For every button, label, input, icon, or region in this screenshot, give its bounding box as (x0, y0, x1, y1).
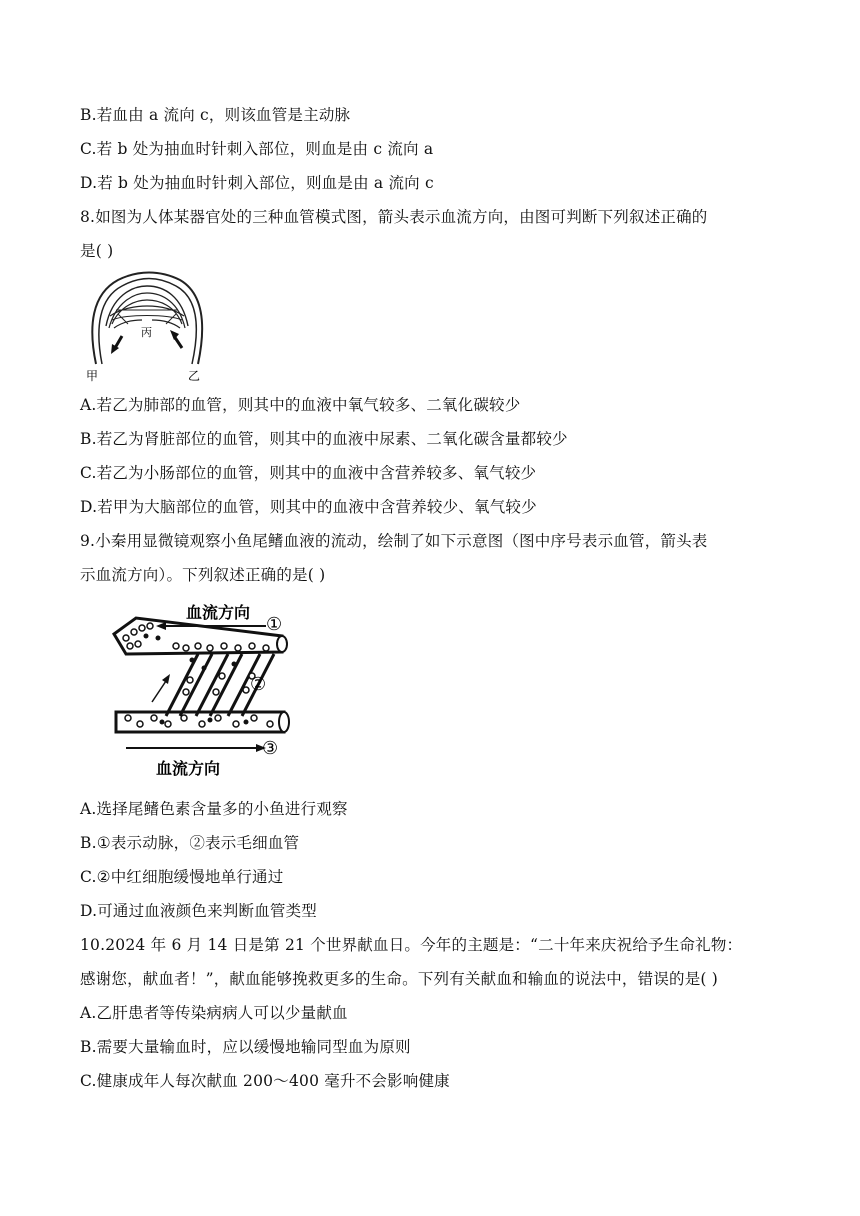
q9-label-flow-top: 血流方向 (186, 603, 251, 622)
q9-label-3: ③ (262, 738, 279, 759)
q9-option-b: B.①表示动脉，②表示毛细血管 (80, 834, 300, 852)
q8-blood-vessel-figure (82, 266, 212, 384)
q9-label-1: ① (266, 614, 283, 635)
q8-label-bing: 丙 (141, 326, 152, 339)
q10-option-b: B.需要大量输血时，应以缓慢地输同型血为原则 (80, 1038, 411, 1056)
q8-stem-line2: 是( ) (80, 242, 114, 260)
q9-option-a: A.选择尾鳍色素含量多的小鱼进行观察 (80, 800, 348, 818)
q8-option-b: B.若乙为肾脏部位的血管，则其中的血液中尿素、二氧化碳含量都较少 (80, 430, 568, 448)
q7-option-c: C.若 b 处为抽血时针刺入部位，则血是由 c 流向 a (80, 140, 434, 158)
q8-option-d: D.若甲为大脑部位的血管，则其中的血液中含营养较少、氧气较少 (80, 498, 537, 516)
q10-option-c: C.健康成年人每次献血 200～400 毫升不会影响健康 (80, 1072, 450, 1090)
q9-fish-tail-blood-flow-figure (106, 598, 302, 784)
q7-option-d: D.若 b 处为抽血时针刺入部位，则血是由 a 流向 c (80, 174, 434, 192)
q8-label-yi: 乙 (188, 369, 201, 383)
q8-option-c: C.若乙为小肠部位的血管，则其中的血液中含营养较多、氧气较少 (80, 464, 537, 482)
q8-label-jia: 甲 (86, 369, 99, 383)
q9-label-flow-bottom: 血流方向 (156, 759, 221, 778)
q10-option-a: A.乙肝患者等传染病病人可以少量献血 (80, 1004, 348, 1022)
q10-stem-line1: 10.2024 年 6 月 14 日是第 21 个世界献血日。今年的主题是：“二十年来庆祝给予生命礼物： (80, 936, 743, 954)
q8-stem-line1: 8.如图为人体某器官处的三种血管模式图，箭头表示血流方向，由图可判断下列叙述正确的 (80, 208, 708, 226)
q7-option-b: B.若血由 a 流向 c，则该血管是主动脉 (80, 106, 351, 124)
q9-option-d: D.可通过血液颜色来判断血管类型 (80, 902, 318, 920)
q10-stem-line2: 感谢您，献血者！”，献血能够挽救更多的生命。下列有关献血和输血的说法中，错误的是( ) (80, 970, 719, 988)
q9-stem-line1: 9.小秦用显微镜观察小鱼尾鳍血液的流动，绘制了如下示意图（图中序号表示血管，箭头表 (80, 532, 708, 550)
q9-option-c: C.②中红细胞缓慢地单行通过 (80, 868, 284, 886)
q9-label-2: ② (250, 674, 267, 695)
q8-option-a: A.若乙为肺部的血管，则其中的血液中氧气较多、二氧化碳较少 (80, 396, 521, 414)
q9-stem-line2: 示血流方向）。下列叙述正确的是( ) (80, 566, 326, 584)
